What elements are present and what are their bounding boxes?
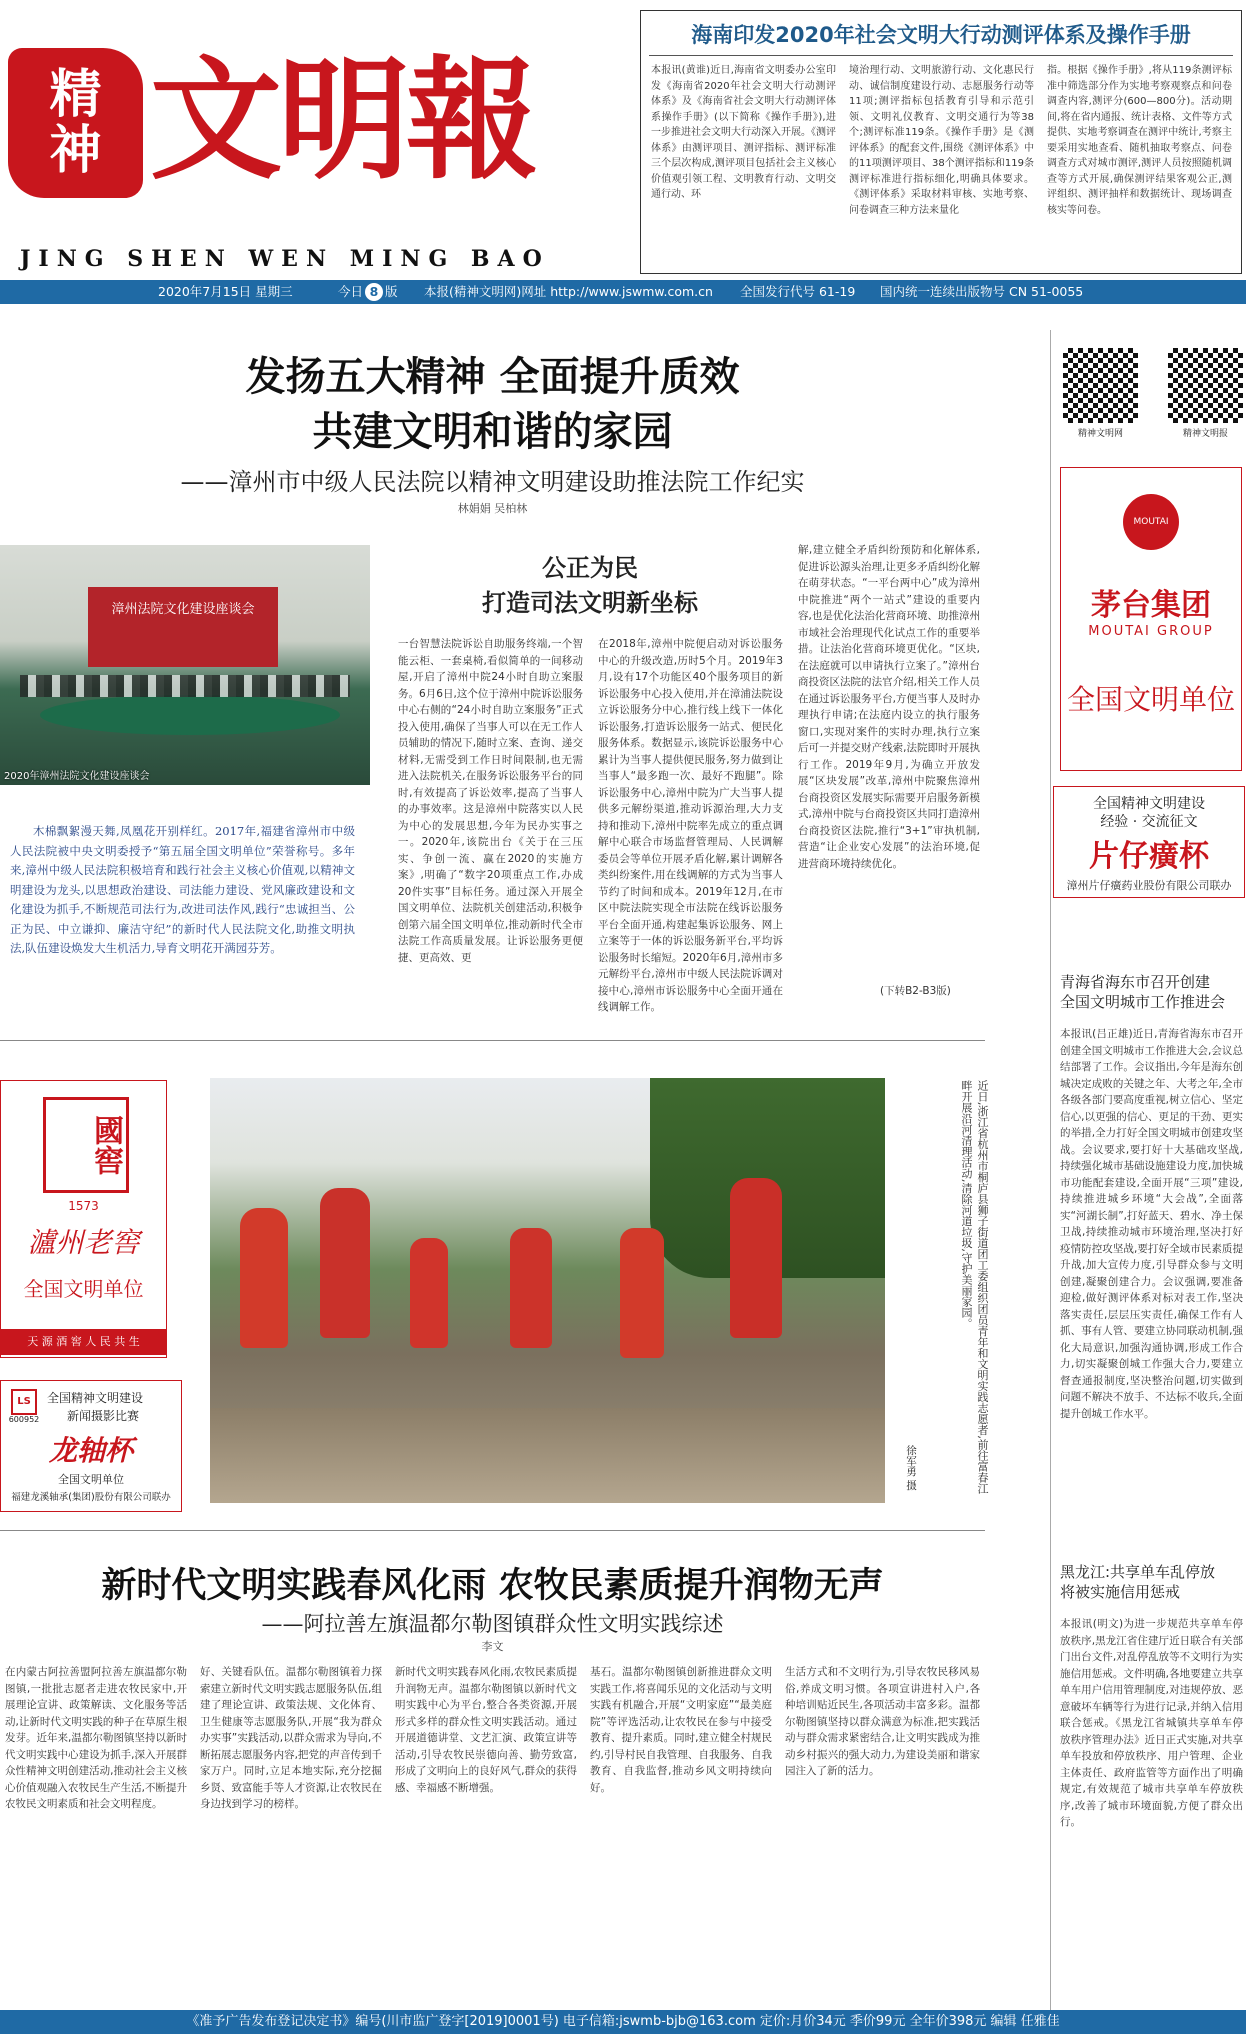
- seal-char-1: 精: [49, 64, 102, 125]
- bottom-col-3: 新时代文明实践春风化雨,农牧民素质提升润物无声。温都尔勒图镇以新时代文明实践中心为平台,整合各类资源,开展形式多样的群众性文明实践活动。通过开展道德讲堂、文艺汇演、政策宣讲等活动,引导农牧民崇德向善、勤劳致富,形成了文明向上的良好风气,群众的获得感、幸福感不断增强。: [395, 1666, 577, 1794]
- qr-code-right[interactable]: [1168, 348, 1243, 423]
- pzh-top: 全国精神文明建设: [1093, 796, 1205, 812]
- pzh-mid: 经验 · 交流征文: [1100, 814, 1198, 830]
- bottom-col-1: 在内蒙古阿拉善盟阿拉善左旗温都尔勒图镇,一批批志愿者走进农牧民家中,开展理论宣讲、政策解读、文化服务等活动,让新时代文明实践的种子在草原生根发芽。近年来,温都尔勒图镇坚持以新时代文明实践中心建设为抓手,深入开展群众性精神文明创建活动,推动社会主义核心价值观融入农牧民生产生活,不断提升农牧民文明素质和社会文明程度。: [5, 1666, 187, 1810]
- divider-right-col: [1050, 330, 1051, 2030]
- divider-main: [0, 1040, 985, 1041]
- main-title-line-1: 发扬五大精神 全面提升质效: [245, 354, 740, 400]
- bottom-author: 李文: [481, 1640, 504, 1653]
- gj-year: 1573: [68, 1199, 99, 1213]
- section-title-2: 打造司法文明新坐标: [482, 589, 698, 617]
- lzb-logo-icon: LS: [11, 1389, 37, 1415]
- lzb-name: 龙轴杯: [48, 1434, 133, 1467]
- photo-caption: 2020年漳州法院文化建设座谈会: [4, 771, 150, 782]
- side2-title-line-2: 将被实施信用惩戒: [1060, 1583, 1181, 1601]
- moutai-slogan: 全国文明单位: [1066, 683, 1235, 716]
- qr-label-left: 精神文明网: [1077, 429, 1123, 439]
- gj-name: 國窖: [43, 1097, 129, 1193]
- side1-text: 本报讯(吕正雄)近日,青海省海东市召开创建全国文明城市工作推进大会,会议总结部署了工作。会议指出,今年是海东创城决定成败的关键之年、大考之年,全市各级各部门要高度重视,树立信心、坚定信心,以更强的信心、更足的干劲、更实的举措,全力打好全国文明城市创建攻坚战。会议要求,要打好十大基础攻坚战,持续强化城市基础设施建设力度,加快城市功能配套建设,全面开展“三项”建设,持续推进城乡环境“大会战”,全面落实“河湖长制”,打好蓝天、碧水、净土保卫战,持续推动城市环境治理,坚决打好疫情防控攻坚战,要打好全域市民素质提升战,加大宣传力度,引导群众参与文明创建,凝聚创建合力。会议强调,要准备迎检,做好测评体系对标对表工作,坚决落实责任,层层压实责任,确保工作有人抓、事有人管、要建立协同联动机制,强化大局意识,加强沟通协调,形成工作合力,切实凝聚创城工作强大合力,要建立督查通报制度,坚决整治问题,切实做到问题不解决不放手、不达标不收兵,全面提升创城工作水平。: [1060, 1028, 1243, 1420]
- pages-count: 今日 8 版: [338, 284, 398, 299]
- ad-pianzaihuang[interactable]: [1053, 786, 1245, 898]
- volunteer-4: [510, 1228, 552, 1348]
- website[interactable]: 本报(精神文明网)网址 http://www.jswmw.com.cn: [424, 284, 713, 299]
- photo-story-caption: 近日,浙江省杭州市桐庐县狮子街道团工委组织团员青年和文明实践志愿者,前往富春江畔开展沿河清理活动,清除河道垃圾,守护美丽家园。: [960, 1080, 989, 1494]
- ad-guojiao[interactable]: [0, 1080, 167, 1358]
- gj-bottom: 天 源 酒 窖 人 民 共 生: [1, 1329, 166, 1355]
- moutai-name: 茅台集团: [1091, 588, 1211, 623]
- main-subtitle: ——漳州市中级人民法院以精神文明建设助推法院工作纪实: [180, 468, 805, 496]
- photo-banner: 漳州法院文化建设座谈会: [88, 587, 278, 667]
- volunteer-6: [730, 1178, 782, 1338]
- bottom-subtitle: ——阿拉善左旗温都尔勒图镇群众性文明实践综述: [261, 1612, 724, 1636]
- lzb-company: 福建龙溪轴承(集团)股份有限公司联办: [11, 1492, 171, 1503]
- volunteer-3: [410, 1238, 448, 1348]
- main-title-line-2: 共建文明和谐的家园: [312, 409, 673, 455]
- pzh-company: 漳州片仔癀药业股份有限公司联办: [1066, 879, 1232, 892]
- seal-char-2: 神: [49, 120, 102, 181]
- photo-people: [20, 675, 350, 697]
- lzb-code: 600952: [8, 1415, 40, 1424]
- main-authors: 林娟娟 吴柏林: [457, 502, 528, 515]
- volunteer-2: [320, 1188, 370, 1338]
- bottom-col-2: 好、关键看队伍。温都尔勒图镇着力探索建立新时代文明实践志愿服务队伍,组建了理论宣讲、政策法规、文化体育、卫生健康等志愿服务队,开展“我为群众办实事”实践活动,以群众需求为导向,不断拓展志愿服务内容,把党的声音传到千家万户。同时,立足本地实际,充分挖掘乡贤、致富能手等人才资源,让农牧民在身边找到学习的榜样。: [200, 1666, 382, 1810]
- issue-code: 全国发行代号 61-19: [740, 284, 856, 299]
- masthead-title: 文明報: [150, 43, 534, 198]
- main-col-3: 解,建立健全矛盾纠纷预防和化解体系,促进诉讼源头治理,让更多矛盾纠纷化解在萌芽状态。“一平台两中心”成为漳州中院推进“两个一站式”建设的重要内容,也是优化法治化营商环境、助推漳州市域社会治理现代化试点工作的重要举措。让法治化营商环境更优化。“区块,在法庭就可以申请执行立案了。”漳州台商投资区法院的法官介绍,相关工作人员在通过诉讼服务平台,方便当事人及时办理执行申请;在法庭内设立的执行服务窗口,实现对案件的实时办理,执行立案后可一并提交财产线索,法院即时开展执行工作。2019年9月,为确立开放发展“区块发展”改革,漳州中院聚焦漳州台商投资区发展实际需要开启服务新模式,漳州中院与台商投资区共同打造漳州台商投资区法院,推行“3+1”审执机制,营造“让企业安心发展”的法治环境,促进营商环境持续优化。: [798, 544, 980, 870]
- issue-date: 2020年7月15日 星期三: [158, 284, 293, 299]
- gj-brand: 瀘州老窖: [27, 1226, 140, 1259]
- gj-slogan: 全国文明单位: [23, 1277, 144, 1301]
- photo-credit: 徐军勇 摄: [905, 1445, 917, 1491]
- main-col-2: 在2018年,漳州中院便启动对诉讼服务中心的升级改造,历时5个月。2019年3月,设有17个功能区40个服务项目的新诉讼服务中心投入使用,并在漳浦法院设立诉讼服务分中心,推行线上线下一体化诉讼服务,打造诉讼服务一站式、便民化服务体系。数据显示,该院诉讼服务中心累计为当事人提供便民服务,努力做到让当事人“最多跑一次、最好不跑腿”。除诉讼服务中心,漳州中院为广大当事人提供多元解纷渠道,推动诉源治理,大力支持和推动下,漳州中院率先成立的重点调解中心联合市场监督管理局、人民调解委员会等单位开展矛盾化解,累计调解各类纠纷案件,用在线调解的方式为当事人节约了时间和成本。2019年12月,在市区中院法院实现全市法院在线诉讼服务平台全面开通,构建起集诉讼服务、网上立案等于一体的诉讼服务新平台,平均诉讼服务时长缩短。2020年6月,漳州市多元解纷平台,漳州市中级人民法院诉调对接中心,漳州市诉讼服务中心全面开通在线调解工作。: [598, 638, 783, 1013]
- section-title-1: 公正为民: [542, 554, 638, 582]
- bottom-col-5: 生活方式和不文明行为,引导农牧民移风易俗,养成文明习惯。各项宣讲进村入户,各种培训贴近民生,各项活动丰富多彩。温都尔勒图镇坚持以群众满意为标准,把实践活动与群众需求紧密结合,让文明实践成为推动乡村振兴的强大动力,为建设美丽和谐家园注入了新的活力。: [785, 1666, 980, 1777]
- top-story-col-1: 本报讯(黄谁)近日,海南省文明委办公室印发《海南省2020年社会文明大行动测评体系》及《海南省社会文明大行动测评体系操作手册》(以下简称《操作手册》),进一步推进社会文明大行动深入开展。《测评体系》由测评项目、测评指标、测评标准三个层次构成,测评项目包括社会主义核心价值观引领工程、文明教育行动、文明交通行动、环: [651, 65, 836, 200]
- qr-code-left[interactable]: [1063, 348, 1138, 423]
- dateline-bar: [0, 280, 1246, 304]
- divider-bottom: [0, 1530, 985, 1531]
- moutai-en: MOUTAI GROUP: [1088, 624, 1214, 639]
- continue-note: (下转B2-B3版): [880, 985, 951, 997]
- qr-label-right: 精神文明报: [1182, 429, 1228, 439]
- pzh-name: 片仔癀杯: [1089, 839, 1209, 874]
- side2-title-line-1: 黑龙江:共享单车乱停放: [1060, 1563, 1216, 1581]
- masthead-pinyin: JING SHEN WEN MING BAO: [20, 246, 550, 272]
- top-story-box: [640, 10, 1242, 274]
- side2-text: 本报讯(明文)为进一步规范共享单车停放秩序,黑龙江省住建厅近日联合有关部门出台文件,对乱停乱放等不文明行为实施信用惩戒。文件明确,各地要建立共享单车用户信用管理制度,对违规停放、恶意破坏车辆等行为进行记录,并纳入信用联合惩戒。《黑龙江省城镇共享单车停放秩序管理办法》近日正式实施,对共享单车投放和停放秩序、用户管理、企业主体责任、政府监管等方面作出了明确规定,有效规范了城市共享单车停放秩序,改善了城市环境面貌,方便了群众出行。: [1060, 1618, 1243, 1828]
- lzb-sub: 全国文明单位: [58, 1473, 124, 1486]
- main-photo: [0, 545, 370, 785]
- ad-longzhou[interactable]: [0, 1380, 182, 1512]
- main-lead: 木棉飘絮漫天舞,凤凰花开别样红。2017年,福建省漳州市中级人民法院被中央文明委授予“第五届全国文明单位”荣誉称号。多年来,漳州中级人民法院积极培育和践行社会主义核心价值观,以精神文明建设为龙头,以思想政治建设、司法能力建设、党风廉政建设和文化建设为抓手,不断规范司法行为,改进司法作风,践行“忠诚担当、公正为民、中立谦抑、廉洁守纪”的新时代人民法院文化,助推文明执法,队伍建设焕发大生机活力,导育文明花开满园芬芳。: [10, 824, 355, 955]
- cn-code: 国内统一连续出版物号 CN 51-0055: [880, 284, 1084, 299]
- volunteer-5: [620, 1228, 664, 1358]
- lzb-top-1: 全国精神文明建设: [47, 1391, 144, 1405]
- footer-bar: 《准予广告发布登记决定书》编号(川市监广登字[2019]0001号) 电子信箱:jswmb-bjb@163.com 定价:月价34元 季价99元 全年价398元 编辑 任雅佳: [0, 2010, 1246, 2034]
- moutai-badge-icon: MOUTAI: [1123, 494, 1179, 550]
- volunteer-photo: [210, 1078, 885, 1503]
- ad-moutai[interactable]: [1060, 467, 1242, 771]
- side1-title-line-2: 全国文明城市工作推进会: [1060, 993, 1226, 1011]
- photo-table: [40, 695, 340, 735]
- masthead-seal: [8, 48, 143, 198]
- side1-title-line-1: 青海省海东市召开创建: [1060, 973, 1211, 991]
- main-col-1: 一台智慧法院诉讼自助服务终端,一个智能云柜、一套桌椅,看似简单的一间移动屋,开启了漳州中院24小时自助立案服务。6月6日,这个位于漳州中院诉讼服务中心右侧的“24小时自助立案服务”正式投入使用,确保了当事人可以在无工作人员辅助的情况下,随时立案、查询、递交材料,无需受到工作日时间限制,也无需进入法院机关,在服务诉讼服务平台的同时,有效提高了诉讼效率,提高了当事人的办事效率。这是漳州中院落实以人民为中心的发展思想,今年为民办实事之一。2020年,该院出台《关于在三压实、争创一流、赢在2020的实施方案》,明确了“数字20项重点工作,办成20件实事”目标任务。通过深入开展全国文明单位、法院机关创建活动,积极争创第六届全国文明单位,推动新时代全市法院工作高质量发展。让诉讼服务更便捷、更高效、更: [398, 638, 583, 964]
- lzb-top-2: 新闻摄影比赛: [67, 1409, 140, 1423]
- top-story-col-3: 指。根据《操作手册》,将从119条测评标准中筛选部分作为实地考察观察点和问卷调查内容,测评分(600—800分)。活动期间,将在省内通报、统计表格、文件等方式提供、实地考察调查在测评中统计,考察主要采用实地查看、随机抽取考察点、问卷调查方式对城市测评,测评人员按照随机调查等方式开展,确保测评结果客观公正,测评组织、测评抽样和数据统计、现场调查核实等问卷。: [1047, 65, 1232, 216]
- top-story-col-2: 境治理行动、文明旅游行动、文化惠民行动、诚信制度建设行动、志愿服务行动等11项;测评指标包括教育引导和示范引领、文明礼仪教育、文明交通行为等38个;测评标准119条。《操作手册》是《测评体系》的配套文件,围绕《测评体系》中的11项测评项目、38个测评指标和119条测评标准进行指标细化,明确具体要求。《测评体系》采取材料审核、实地考察、问卷调查三种方法来量化: [849, 65, 1034, 216]
- volunteer-1: [240, 1208, 288, 1348]
- top-story-title: 海南印发2020年社会文明大行动测评体系及操作手册: [691, 23, 1191, 47]
- bottom-title: 新时代文明实践春风化雨 农牧民素质提升润物无声: [101, 1566, 884, 1606]
- bottom-col-4: 基石。温都尔勒图镇创新推进群众文明实践工作,将喜闻乐见的文化活动与文明实践有机融合,开展“文明家庭”“最美庭院”等评选活动,让农牧民在参与中接受教育、提升素质。同时,建立健全村规民约,引导村民自我管理、自我服务、自我教育、自我监督,推动乡风文明持续向好。: [590, 1666, 772, 1794]
- top-story-rule: [649, 55, 1233, 56]
- photo-riverbank: [210, 1408, 885, 1503]
